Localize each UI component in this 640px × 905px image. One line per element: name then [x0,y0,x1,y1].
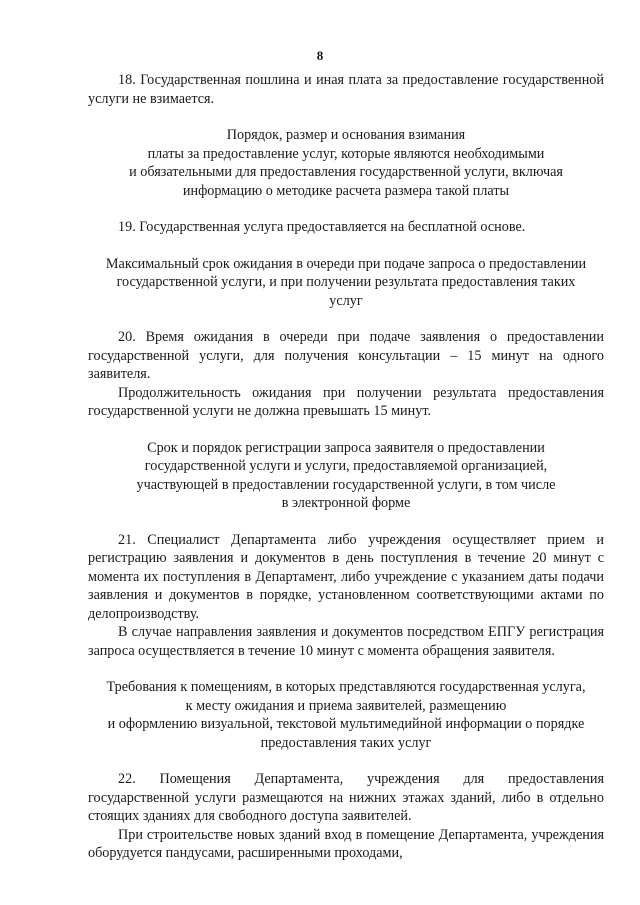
document-body [88,71,604,863]
heading-line: в электронной форме [281,495,411,511]
paragraph-22b: При строительстве новых зданий вход в помещение Департамента, учреждения оборудуется пандусами, расширенными проходами, [88,826,604,861]
heading-fee-procedure [88,126,604,200]
heading-line: Требования к помещениям, в которых представляются государственная услуга, [106,679,586,695]
heading-line: государственной услуги и услуги, предоставляемой организацией, [144,458,548,474]
heading-line: Срок и порядок регистрации запроса заявителя о предоставлении [147,439,545,456]
heading-line: и обязательными для предоставления государственной услуги, включая [129,164,563,180]
paragraph-20b: Продолжительность ожидания при получении результата предоставления государственной услуги не должна превышать 15 минут. [88,384,604,419]
paragraph-21b: В случае направления заявления и документов посредством ЕПГУ регистрация запроса осуществляется в течение 10 минут с момента обращения заявителя. [88,624,604,659]
page-number: 8 [316,48,324,63]
heading-premises [88,678,604,752]
paragraph-20a: 20. Время ожидания в очереди при подаче заявления о предоставлении государственной услуги, для получения консультации – 15 минут на одного заявителя. [88,329,604,382]
heading-line: предоставления таких услуг [260,734,432,751]
paragraph-22a: 22. Помещения Департамента, учреждения для предоставления государственной услуги размещаются на нижних этажах зданий, либо в отдельно стоящих зданиях для свободного доступа заявителей. [88,771,604,824]
heading-line: государственной услуги, и при получении результата предоставления таких [116,274,576,290]
heading-line: информацию о методике расчета размера такой платы [182,182,510,199]
heading-registration [88,439,604,513]
heading-line: Порядок, размер и основания взимания [226,127,466,143]
heading-line: услуг [329,292,363,309]
heading-line: и оформлению визуальной, текстовой мультимедийной информации о порядке [107,716,585,732]
heading-line: участвующей в предоставлении государственной услуги, в том числе [136,476,556,493]
paragraph-18: 18. Государственная пошлина и иная плата за предоставление государственной услуги не взимается. [88,72,604,107]
heading-line: Максимальный срок ожидания в очереди при подаче запроса о предоставлении [105,255,587,272]
heading-line: платы за предоставление услуг, которые являются необходимыми [147,145,545,162]
heading-line: к месту ожидания и приема заявителей, размещению [185,697,507,714]
paragraph-19: 19. Государственная услуга предоставляется на бесплатной основе. [118,219,526,235]
paragraph-21a: 21. Специалист Департамента либо учреждения осуществляет прием и регистрацию заявления и документов в день поступления в течение 20 минут с момента их поступления в Департамент, либо учреждение с указанием даты подачи заявления и документов в порядке, установленном соответствующими актами по делопроизводству. [88,531,604,622]
heading-max-wait [88,255,604,311]
